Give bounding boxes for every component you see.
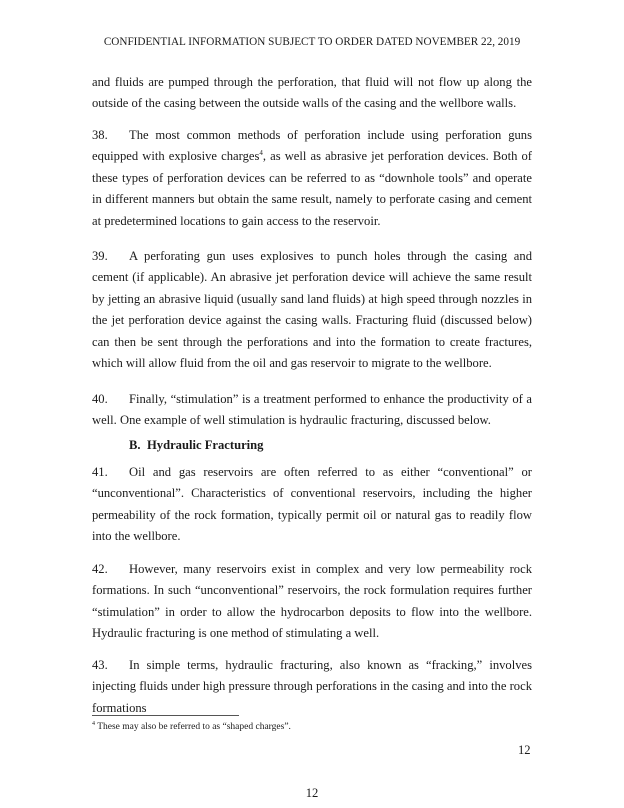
paragraph-number: 42. xyxy=(92,562,108,576)
continuation-paragraph xyxy=(92,72,532,115)
footnote-reference[interactable]: 4 xyxy=(259,149,263,158)
paragraph-text: The most common methods of perforation include using perforation guns equipped with explosive charges xyxy=(92,128,532,164)
footnote xyxy=(92,722,291,732)
footnote-number: 4 xyxy=(92,720,95,727)
paragraph-text: A perforating gun uses explosives to punch holes through the casing and cement (if applicable). An abrasive jet perforation device will achieve the same result by jetting an abrasive liquid (usually sand land fluids) at high speed through nozzles in the jet perforation device against the casing walls. Fracturing fluid (discussed below) can then be sent through the perforations and into the formation to create fractures, which will allow fluid from the oil and gas reservoir to migrate to the wellbore. xyxy=(92,249,532,371)
page-number-document: 12 xyxy=(518,743,531,757)
paragraph-text-continued: , as well as abrasive jet perforation devices. Both of these types of perforation devices can be referred to as “downhole tools” and operate in different manners but obtain the same result, namely to perforate casing and cement at predetermined locations to gain access to the reservoir. xyxy=(92,149,532,228)
footnote-text: These may also be referred to as “shaped charges”. xyxy=(97,722,291,732)
paragraph-39 xyxy=(92,246,532,374)
footnote-divider xyxy=(92,715,239,716)
paragraph-text: Oil and gas reservoirs are often referred to as either “conventional” or “unconventional”. Characteristics of conventional reservoirs, including the higher permeability of the rock formation, typically permit oil or natural gas to readily flow into the wellbore. xyxy=(92,465,532,544)
paragraph-41 xyxy=(92,462,532,548)
paragraph-42 xyxy=(92,559,532,645)
section-title: Hydraulic Fracturing xyxy=(147,438,264,452)
section-heading xyxy=(129,438,263,453)
paragraph-40 xyxy=(92,389,532,432)
page-number-viewer: 12 xyxy=(305,786,319,800)
paragraph-38 xyxy=(92,125,532,232)
continuation-text: and fluids are pumped through the perforation, that fluid will not flow up along the outside of the casing between the outside walls of the casing and the wellbore walls. xyxy=(92,75,532,111)
paragraph-number: 40. xyxy=(92,392,108,406)
paragraph-number: 38. xyxy=(92,128,108,142)
paragraph-number: 41. xyxy=(92,465,108,479)
paragraph-text: However, many reservoirs exist in complex and very low permeability rock formations. In such “unconventional” reservoirs, the rock formulation requires further “stimulation” in order to allow the hydrocarbon deposits to flow into the wellbore. Hydraulic fracturing is one method of stimulating a well. xyxy=(92,562,532,641)
paragraph-number: 43. xyxy=(92,658,108,672)
paragraph-text: Finally, “stimulation” is a treatment performed to enhance the productivity of a well. One example of well stimulation is hydraulic fracturing, discussed below. xyxy=(92,392,532,428)
confidential-header: CONFIDENTIAL INFORMATION SUBJECT TO ORDER DATED NOVEMBER 22, 2019 xyxy=(103,36,521,48)
paragraph-text: In simple terms, hydraulic fracturing, also known as “fracking,” involves injecting fluids under high pressure through perforations in the casing and into the rock formations xyxy=(92,658,532,715)
section-letter: B. xyxy=(129,438,141,452)
paragraph-number: 39. xyxy=(92,249,108,263)
paragraph-43 xyxy=(92,655,532,719)
